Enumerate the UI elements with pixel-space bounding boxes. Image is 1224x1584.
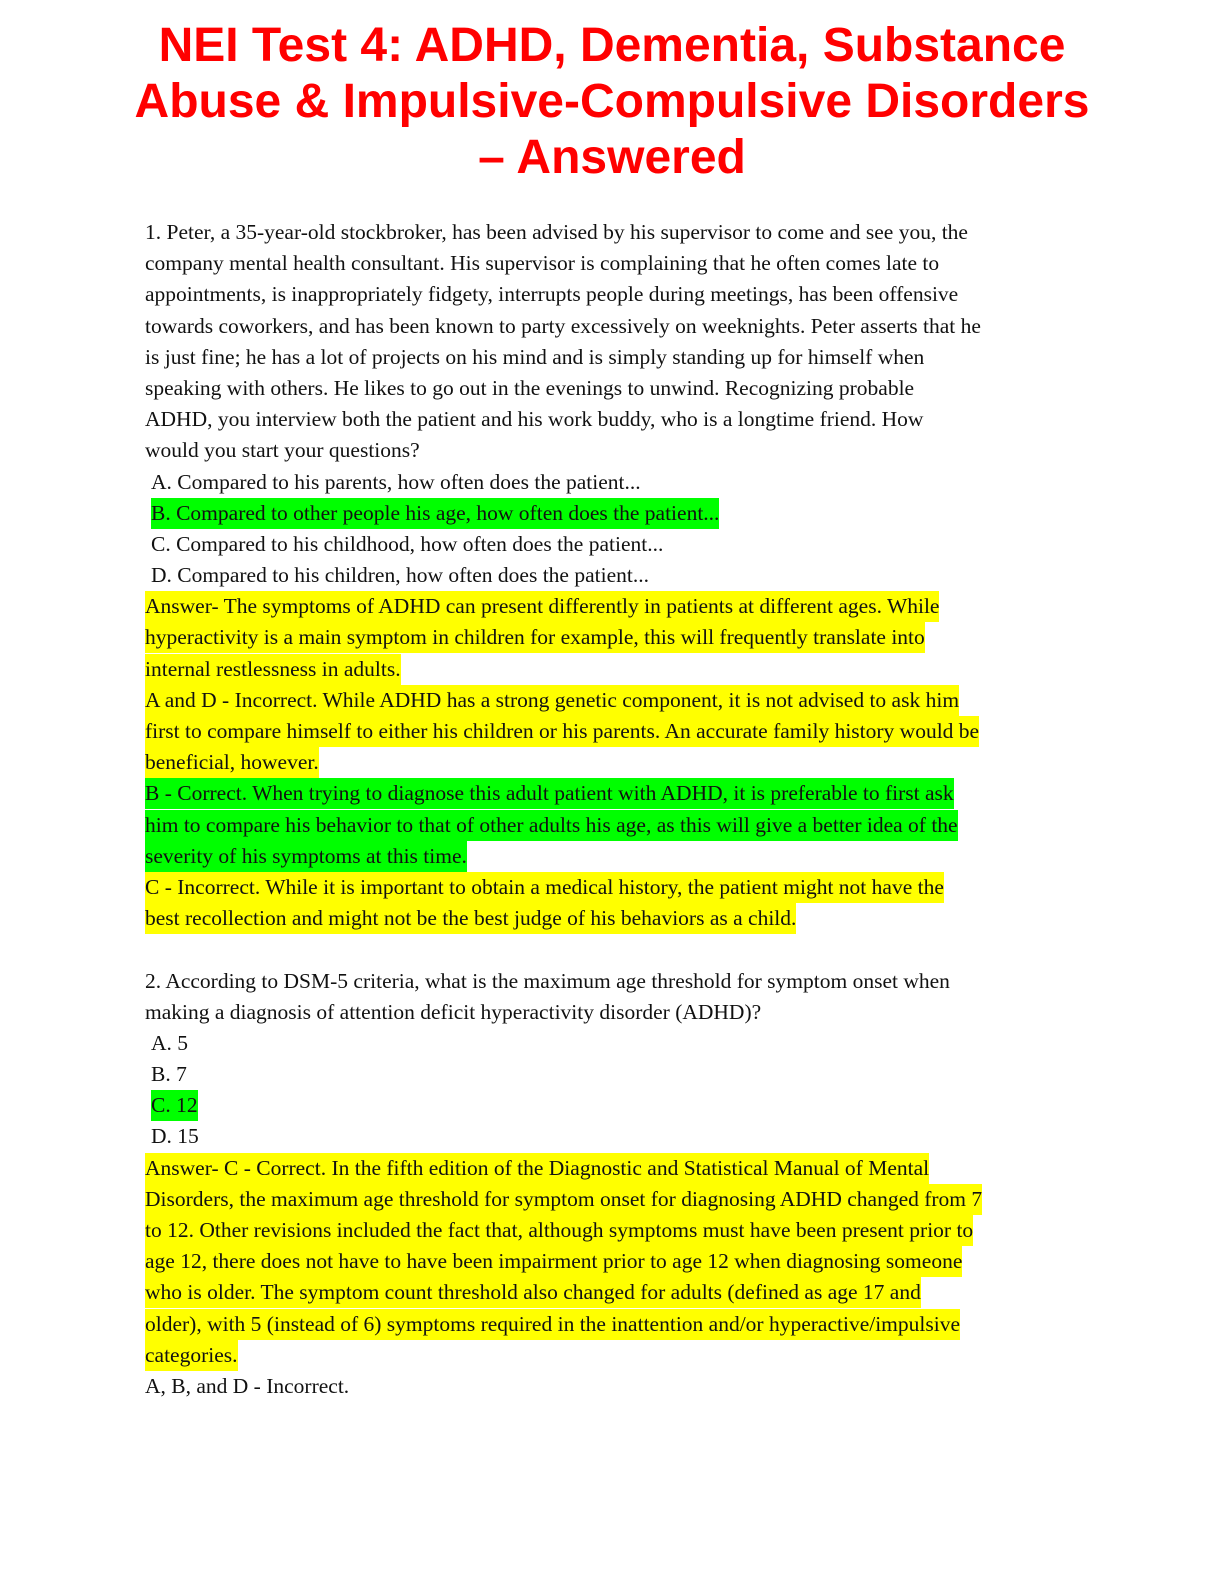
highlighted-text: older), with 5 (instead of 6) symptoms required in the inattention and/or hyperactive/impulsive <box>145 1309 960 1340</box>
explanation-line <box>145 1340 1085 1371</box>
explanation-line <box>145 841 1085 872</box>
highlighted-text: hyperactivity is a main symptom in children for example, this will frequently translate into <box>145 622 925 653</box>
question-stem <box>145 217 1085 467</box>
answer-options <box>145 1028 1085 1153</box>
document-title <box>60 18 1164 186</box>
highlighted-text: severity of his symptoms at this time. <box>145 841 467 872</box>
question-2 <box>145 966 1085 1403</box>
option-d <box>145 1121 1085 1152</box>
option-text: D. 15 <box>151 1124 199 1149</box>
highlighted-text: Answer- The symptoms of ADHD can present differently in patients at different ages. While <box>145 591 939 622</box>
explanation-line <box>145 903 1085 934</box>
explanation-line <box>145 685 1085 716</box>
stem-line: 1. Peter, a 35-year-old stockbroker, has been advised by his supervisor to come and see you, the <box>145 220 968 244</box>
highlighted-text: B - Correct. When trying to diagnose this adult patient with ADHD, it is preferable to first ask <box>145 778 954 809</box>
highlighted-text: Disorders, the maximum age threshold for symptom onset for diagnosing ADHD changed from 7 <box>145 1184 982 1215</box>
option-text: C. 12 <box>151 1090 198 1121</box>
stem-line: speaking with others. He likes to go out in the evenings to unwind. Recognizing probable <box>145 375 915 400</box>
stem-line: would you start your questions? <box>145 438 420 463</box>
highlighted-text: who is older. The symptom count threshold also changed for adults (defined as age 17 and <box>145 1277 921 1308</box>
option-text: B. Compared to other people his age, how often does the patient... <box>151 498 719 529</box>
explanation-line <box>145 716 1085 747</box>
stem-line: company mental health consultant. His supervisor is complaining that he often comes late to <box>145 251 940 276</box>
answer-options <box>145 467 1085 592</box>
question-1 <box>145 217 1085 934</box>
option-b-correct <box>145 498 1085 529</box>
option-a <box>145 467 1085 498</box>
answer-explanation <box>145 1153 1085 1403</box>
option-b <box>145 1059 1085 1090</box>
explanation-line <box>145 654 1085 685</box>
highlighted-text: best recollection and might not be the best judge of his behaviors as a child. <box>145 903 796 934</box>
highlighted-text: him to compare his behavior to that of other adults his age, as this will give a better idea of the <box>145 810 958 841</box>
option-a <box>145 1028 1085 1059</box>
stem-line: appointments, is inappropriately fidgety, interrupts people during meetings, has been offensive <box>145 282 959 307</box>
spacer <box>145 934 1085 965</box>
option-text: D. Compared to his children, how often does the patient... <box>151 563 649 588</box>
explanation-line <box>145 1184 1085 1215</box>
highlighted-text: age 12, there does not have to have been impairment prior to age 12 when diagnosing someone <box>145 1246 962 1277</box>
highlighted-text: categories. <box>145 1340 238 1371</box>
stem-line: towards coworkers, and has been known to party excessively on weeknights. Peter asserts that he <box>145 313 981 338</box>
highlighted-text: to 12. Other revisions included the fact that, although symptoms must have been present prior to <box>145 1215 973 1246</box>
title-line: NEI Test 4: ADHD, Dementia, Substance <box>158 19 1066 72</box>
explanation-line <box>145 622 1085 653</box>
explanation-line <box>145 1309 1085 1340</box>
answer-explanation <box>145 591 1085 934</box>
stem-line: ADHD, you interview both the patient and his work buddy, who is a longtime friend. How <box>145 407 924 432</box>
explanation-line <box>145 1153 1085 1184</box>
explanation-line <box>145 778 1085 809</box>
title-line: – Answered <box>478 131 746 184</box>
option-d <box>145 560 1085 591</box>
highlighted-text: internal restlessness in adults. <box>145 654 401 685</box>
stem-line: is just fine; he has a lot of projects on his mind and is simply standing up for himself when <box>145 344 925 369</box>
document-body <box>145 217 1085 1402</box>
explanation-line <box>145 591 1085 622</box>
stem-line: making a diagnosis of attention deficit hyperactivity disorder (ADHD)? <box>145 999 762 1024</box>
option-text: B. 7 <box>151 1062 187 1087</box>
option-c <box>145 529 1085 560</box>
explanation-line <box>145 747 1085 778</box>
explanation-line <box>145 1246 1085 1277</box>
explanation-line <box>145 810 1085 841</box>
highlighted-text: C - Incorrect. While it is important to obtain a medical history, the patient might not have the <box>145 872 944 903</box>
option-text: A. 5 <box>151 1030 189 1055</box>
explanation-line <box>145 1277 1085 1308</box>
title-line: Abuse & Impulsive-Compulsive Disorders <box>134 75 1090 128</box>
explanation-line: A, B, and D - Incorrect. <box>145 1373 350 1398</box>
highlighted-text: Answer- C - Correct. In the fifth edition of the Diagnostic and Statistical Manual of Mental <box>145 1153 929 1184</box>
explanation-line <box>145 872 1085 903</box>
question-stem <box>145 966 1085 1028</box>
option-text: A. Compared to his parents, how often does the patient... <box>151 469 641 494</box>
highlighted-text: A and D - Incorrect. While ADHD has a strong genetic component, it is not advised to ask him <box>145 685 959 716</box>
option-c-correct <box>145 1090 1085 1121</box>
stem-line: 2. According to DSM-5 criteria, what is the maximum age threshold for symptom onset when <box>145 968 950 993</box>
explanation-line <box>145 1215 1085 1246</box>
option-text: C. Compared to his childhood, how often does the patient... <box>151 531 664 556</box>
highlighted-text: beneficial, however. <box>145 747 319 778</box>
highlighted-text: first to compare himself to either his children or his parents. An accurate family history would be <box>145 716 979 747</box>
